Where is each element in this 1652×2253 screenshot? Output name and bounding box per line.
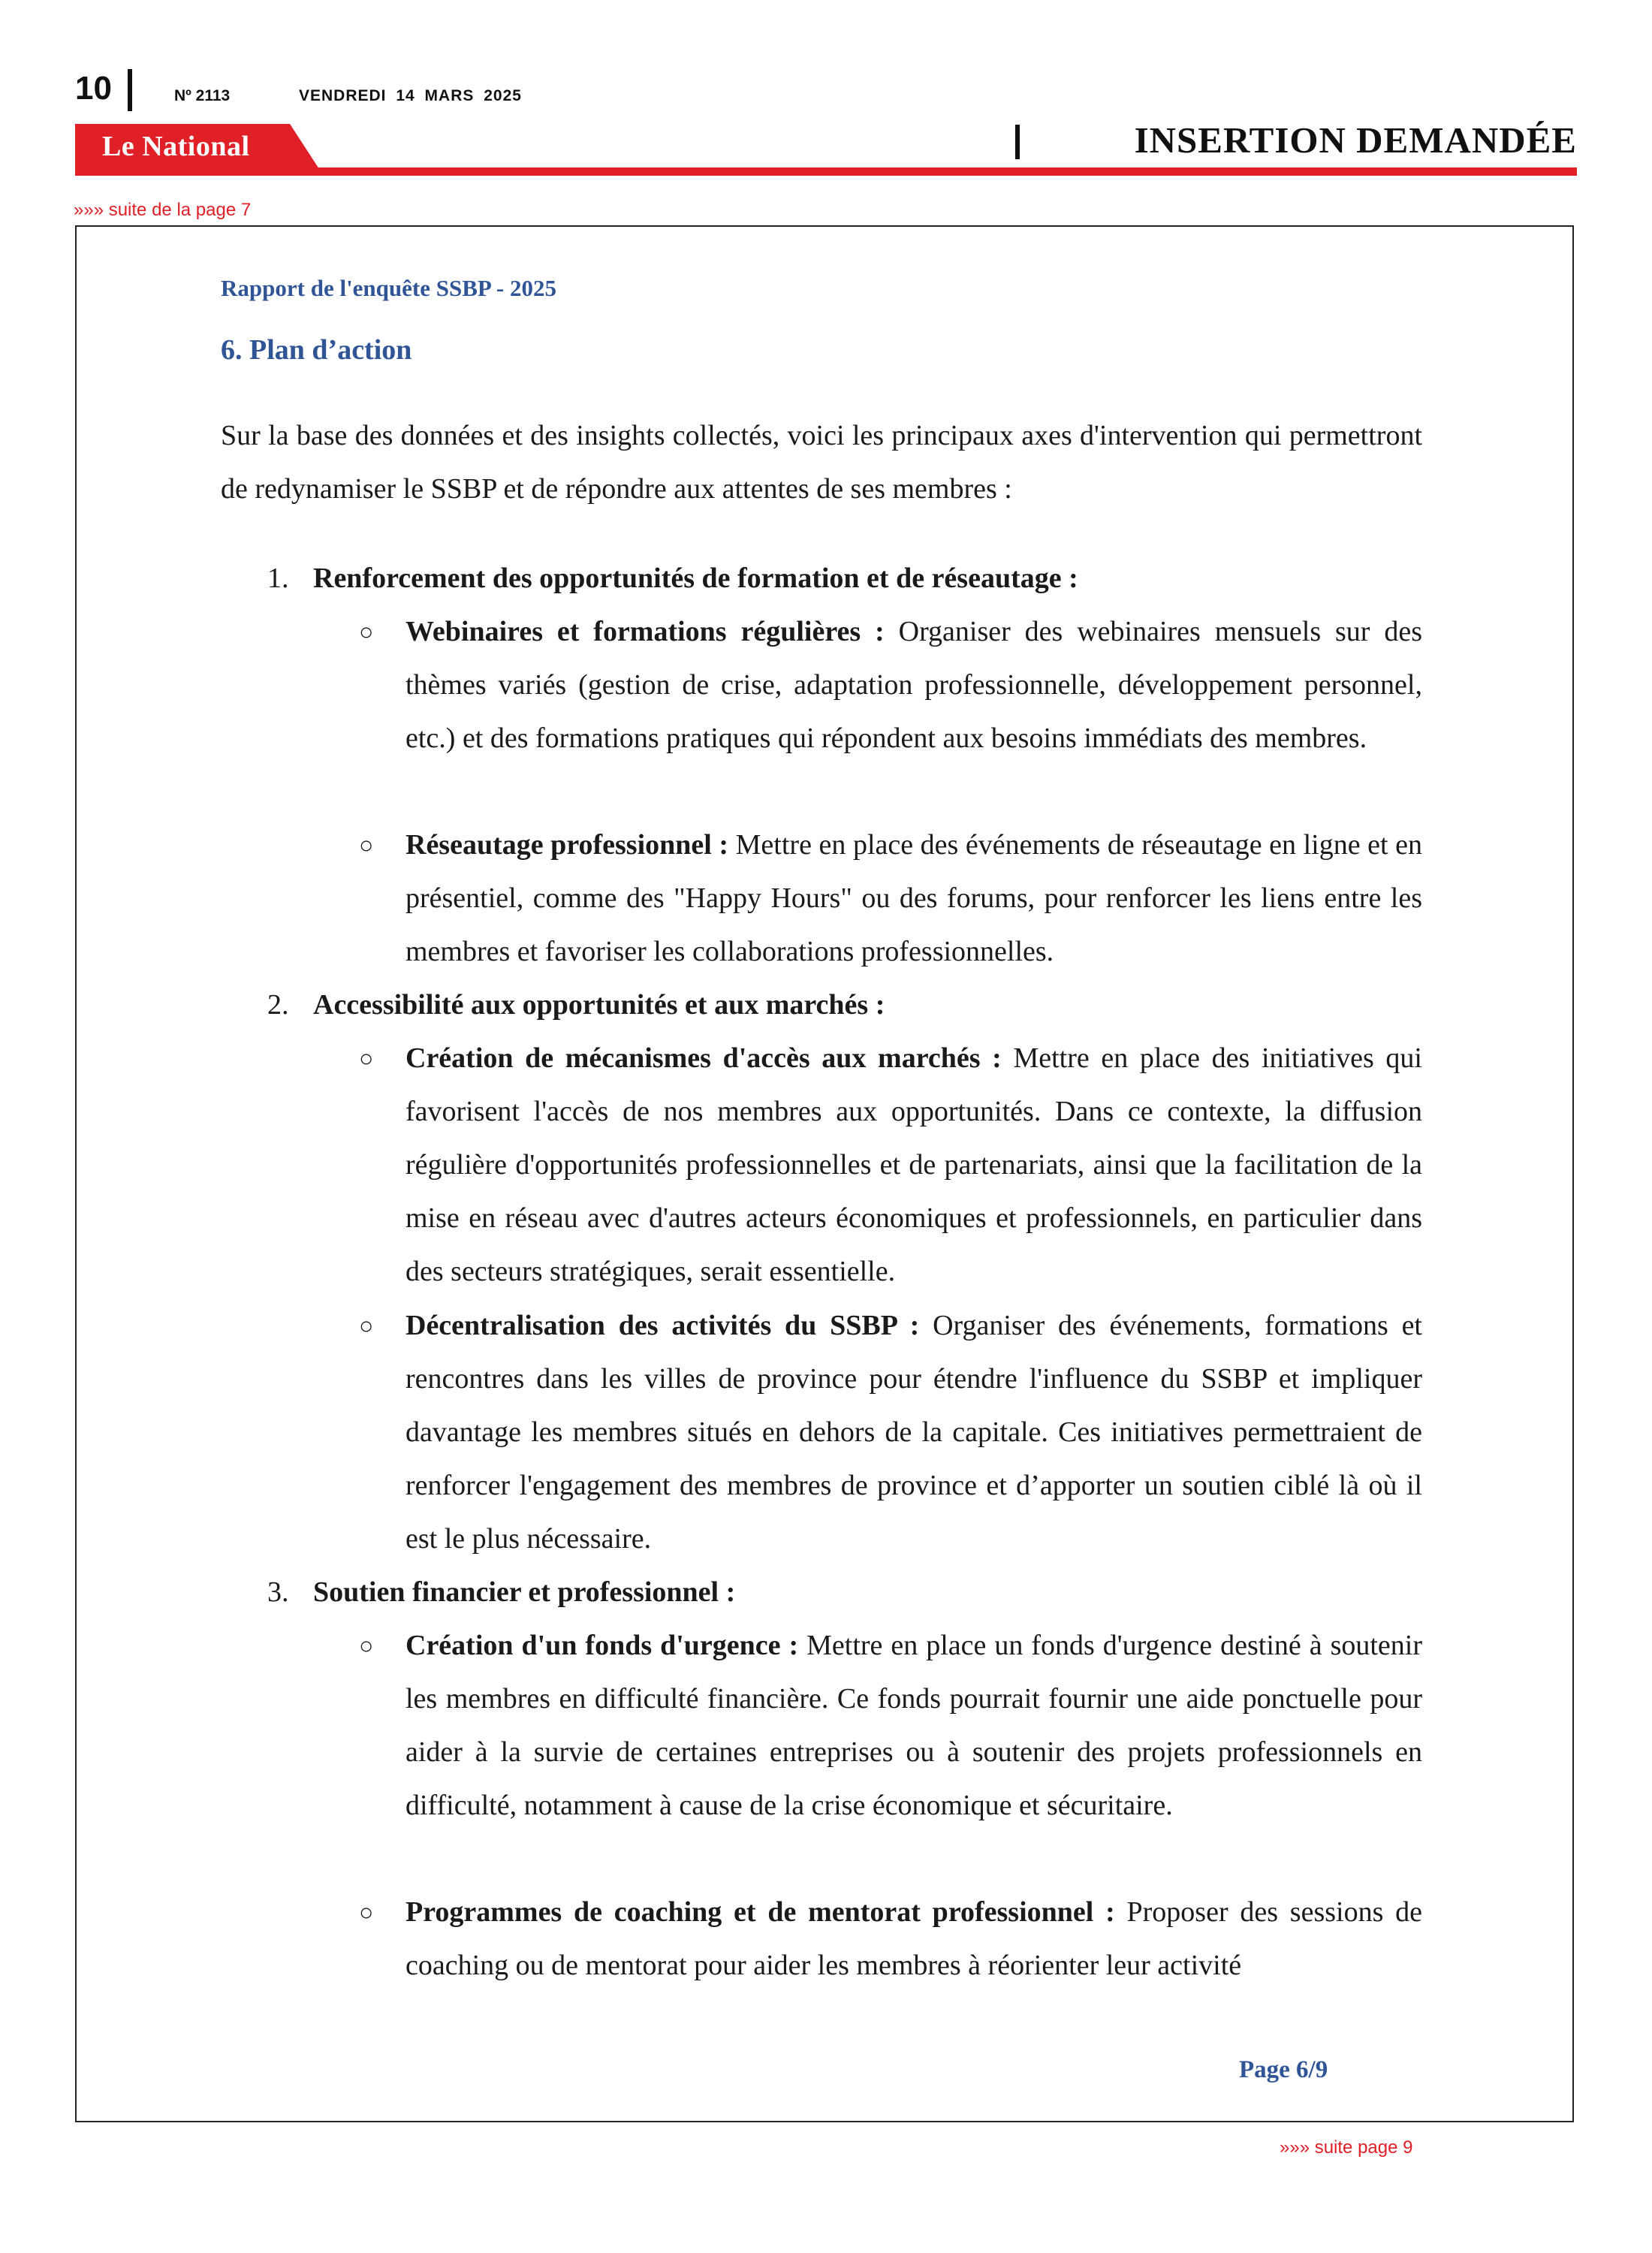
action-item xyxy=(405,1619,1422,1832)
action-item xyxy=(405,1032,1422,1298)
report-section-heading: 6. Plan d’action xyxy=(221,334,412,366)
issue-date: VENDREDI 14 MARS 2025 xyxy=(299,87,522,104)
axis-number: 2. xyxy=(267,989,289,1021)
action-item-text: Mettre en place des événements de réseautage en ligne et en présentiel, comme des "Happy Hours" ou des forums, pour renforcer les liens entre les membres et favoriser les collaborations professionnelles. xyxy=(405,829,1423,967)
continued-to-note: »»» suite page 9 xyxy=(1280,2137,1413,2158)
continued-from-note: »»» suite de la page 7 xyxy=(74,200,252,220)
action-item-lead: Création d'un fonds d'urgence : xyxy=(405,1630,799,1661)
action-item xyxy=(405,1299,1422,1566)
action-item-text: Proposer des sessions de coaching ou de mentorat pour aider les membres à réorienter leur activité xyxy=(405,1896,1422,1981)
intro-paragraph: Sur la base des données et des insights collectés, voici les principaux axes d'intervention qui permettront de redynamiser le SSBP et de répondre aux attentes de ses membres : xyxy=(221,420,1422,505)
action-item-lead: Décentralisation des activités du SSBP : xyxy=(405,1310,920,1341)
page-number-divider xyxy=(128,69,132,111)
action-item-text: Mettre en place des initiatives qui favorisent l'accès de nos membres aux opportunités. Dans ce contexte, la diffusion régulière d'opportunités professionnelles et de partenariats, ainsi que la facilitation de la mise en réseau avec d'autres acteurs économiques et professionnels, en particulier dans des secteurs stratégiques, serait essentielle. xyxy=(405,1042,1422,1287)
action-item-text: Organiser des événements, formations et rencontres dans les villes de province pour étendre l'influence du SSBP et impliquer davantage les membres situés en dehors de la capitale. Ces initiatives permettraient de renforcer l'engagement des membres de province et d’apporter un soutien ciblé là où il est le plus nécessaire. xyxy=(405,1310,1422,1555)
action-item xyxy=(405,819,1422,979)
report-page-label: Page 6/9 xyxy=(1239,2056,1328,2083)
action-item xyxy=(405,1886,1422,1992)
page-number: 10 xyxy=(75,70,112,107)
axis-number: 3. xyxy=(267,1576,289,1608)
section-divider xyxy=(1015,125,1020,159)
axis-title: Renforcement des opportunités de formation et de réseautage : xyxy=(313,562,1078,594)
bullet-icon: ○ xyxy=(359,1632,374,1659)
section-title: INSERTION DEMANDÉE xyxy=(1134,119,1577,161)
report-header: Rapport de l'enquête SSBP - 2025 xyxy=(221,275,556,301)
action-item-lead: Réseautage professionnel : xyxy=(405,829,729,861)
bullet-icon: ○ xyxy=(359,831,374,858)
action-item-text: Mettre en place un fonds d'urgence destiné à soutenir les membres en difficulté financière. Ce fonds pourrait fournir une aide ponctuelle pour aider à la survie de certaines entreprises ou à soutenir des projets professionnels en difficulté, notamment à cause de la crise économique et sécuritaire. xyxy=(405,1630,1422,1821)
action-item-lead: Création de mécanismes d'accès aux marchés : xyxy=(405,1042,1002,1074)
bullet-icon: ○ xyxy=(359,1045,374,1072)
axis-number: 1. xyxy=(267,562,289,594)
newspaper-brand: Le National xyxy=(102,131,250,162)
action-item-lead: Webinaires et formations régulières : xyxy=(405,616,885,647)
action-item-text: Organiser des webinaires mensuels sur des thèmes variés (gestion de crise, adaptation professionnelle, développement personnel, etc.) et des formations pratiques qui répondent aux besoins immédiats des membres. xyxy=(405,616,1423,754)
axis-title: Accessibilité aux opportunités et aux marchés : xyxy=(313,989,885,1021)
bullet-icon: ○ xyxy=(359,618,374,645)
header-rule xyxy=(75,167,1577,176)
bullet-icon: ○ xyxy=(359,1899,374,1926)
bullet-icon: ○ xyxy=(359,1312,374,1339)
action-item-lead: Programmes de coaching et de mentorat professionnel : xyxy=(405,1896,1115,1928)
issue-number: Nº 2113 xyxy=(174,87,231,104)
axis-title: Soutien financier et professionnel : xyxy=(313,1576,736,1608)
action-item xyxy=(405,605,1422,765)
